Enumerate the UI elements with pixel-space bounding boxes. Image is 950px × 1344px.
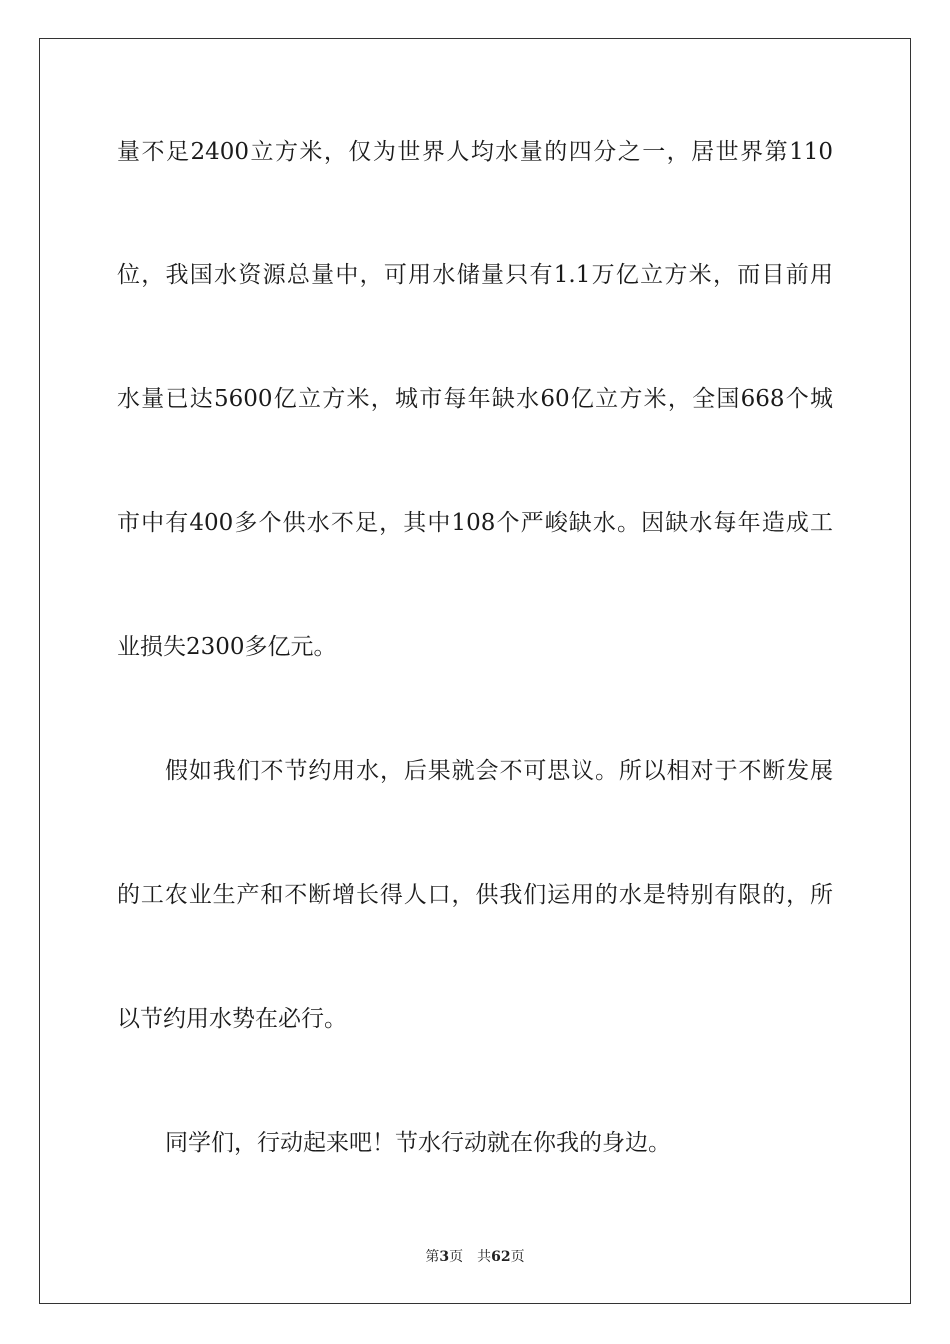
page-suffix: 页	[449, 1249, 464, 1265]
paragraph-line-5: 业损失2300多亿元。	[117, 634, 337, 660]
paragraph-line-9: 同学们，行动起来吧！节水行动就在你我的身边。	[165, 1130, 671, 1156]
paragraph-line-4: 市中有400多个供水不足，其中108个严峻缺水。因缺水每年造成工	[117, 510, 833, 536]
paragraph-line-8: 以节约用水势在必行。	[117, 1006, 347, 1032]
paragraph-line-3: 水量已达5600亿立方米，城市每年缺水60亿立方米，全国668个城	[117, 386, 833, 412]
paragraph-line-2: 位，我国水资源总量中，可用水储量只有1.1万亿立方米，而目前用	[117, 262, 833, 288]
total-suffix: 页	[510, 1249, 525, 1265]
page-number: 3	[439, 1249, 450, 1265]
page-prefix: 第	[425, 1249, 440, 1265]
total-prefix: 共	[477, 1249, 492, 1265]
paragraph-line-6: 假如我们不节约用水，后果就会不可思议。所以相对于不断发展	[165, 758, 833, 784]
total-pages: 62	[491, 1249, 511, 1265]
page-footer	[0, 1248, 950, 1266]
page-border	[39, 38, 911, 1304]
paragraph-line-1: 量不足2400立方米，仅为世界人均水量的四分之一，居世界第110	[117, 139, 833, 165]
paragraph-line-7: 的工农业生产和不断增长得人口，供我们运用的水是特别有限的，所	[117, 882, 833, 908]
